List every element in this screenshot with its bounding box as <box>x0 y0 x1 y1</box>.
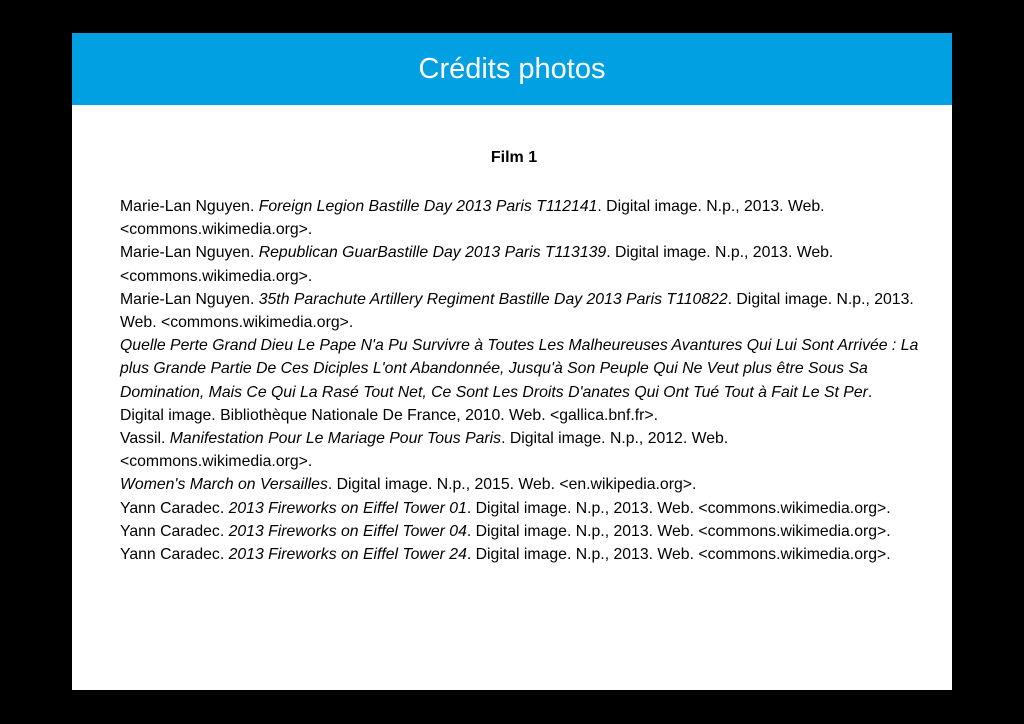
reference-author: Marie-Lan Nguyen. <box>120 244 255 262</box>
reference-title: 35th Parachute Artillery Regiment Bastille Day 2013 Paris T110822 <box>258 290 728 308</box>
reference-item <box>120 473 920 496</box>
reference-item <box>120 288 920 334</box>
header-bar <box>72 33 952 105</box>
reference-details: . Digital image. N.p., 2015. Web. <en.wikipedia.org>. <box>327 476 697 494</box>
reference-author: Yann Caradec. <box>120 499 225 517</box>
section-title: Film 1 <box>490 149 538 166</box>
reference-title: 2013 Fireworks on Eiffel Tower 24 <box>228 546 467 564</box>
reference-author: Vassil. <box>120 430 166 448</box>
reference-details: . Digital image. N.p., 2013. Web. <commons.wikimedia.org>. <box>466 499 891 517</box>
reference-details: . Digital image. N.p., 2013. Web. <commons.wikimedia.org>. <box>120 198 825 239</box>
reference-item <box>120 241 920 287</box>
reference-details: . Digital image. Bibliothèque Nationale De France, 2010. Web. <gallica.bnf.fr>. <box>120 383 873 424</box>
reference-author: Yann Caradec. <box>120 546 225 564</box>
reference-title: Foreign Legion Bastille Day 2013 Paris T112141 <box>258 198 598 215</box>
reference-details: . Digital image. N.p., 2013. Web. <commons.wikimedia.org>. <box>120 290 914 332</box>
reference-title: Women's March on Versailles <box>120 476 328 494</box>
reference-title: 2013 Fireworks on Eiffel Tower 04 <box>228 522 467 540</box>
reference-item <box>120 497 920 520</box>
reference-title: Republican GuarBastille Day 2013 Paris T113139 <box>258 244 607 262</box>
references-list <box>120 195 920 566</box>
reference-author: Yann Caradec. <box>120 522 225 540</box>
reference-item <box>120 520 920 543</box>
reference-item <box>120 334 920 427</box>
slide <box>72 33 952 690</box>
reference-author: Marie-Lan Nguyen. <box>120 198 255 215</box>
reference-item <box>120 543 920 566</box>
reference-details: . Digital image. N.p., 2013. Web. <commons.wikimedia.org>. <box>466 546 891 564</box>
reference-author: Marie-Lan Nguyen. <box>120 290 255 308</box>
reference-details: . Digital image. N.p., 2013. Web. <commons.wikimedia.org>. <box>466 522 891 540</box>
reference-item <box>120 427 920 473</box>
reference-item <box>120 195 920 241</box>
reference-title: Manifestation Pour Le Mariage Pour Tous Paris <box>169 430 502 448</box>
page-title: Crédits photos <box>418 53 606 85</box>
reference-details: . Digital image. N.p., 2013. Web. <commons.wikimedia.org>. <box>120 244 834 285</box>
reference-title: 2013 Fireworks on Eiffel Tower 01 <box>228 499 467 517</box>
reference-details: . Digital image. N.p., 2012. Web. <commons.wikimedia.org>. <box>120 430 729 471</box>
reference-title: Quelle Perte Grand Dieu Le Pape N'a Pu Survivre à Toutes Les Malheureuses Avantures Qui Lui Sont Arrivée : La plus Grande Partie De Ces Diciples L'ont Abandonnée, Jusqu'à Son Peuple Qui Ne Veut plus être Sous Sa Domination, Mais Ce Qui La Rasé Tout Net, Ce Sont Les Droits D'anates Qui Ont Tué Tout à Fait Le St Per <box>120 337 919 401</box>
